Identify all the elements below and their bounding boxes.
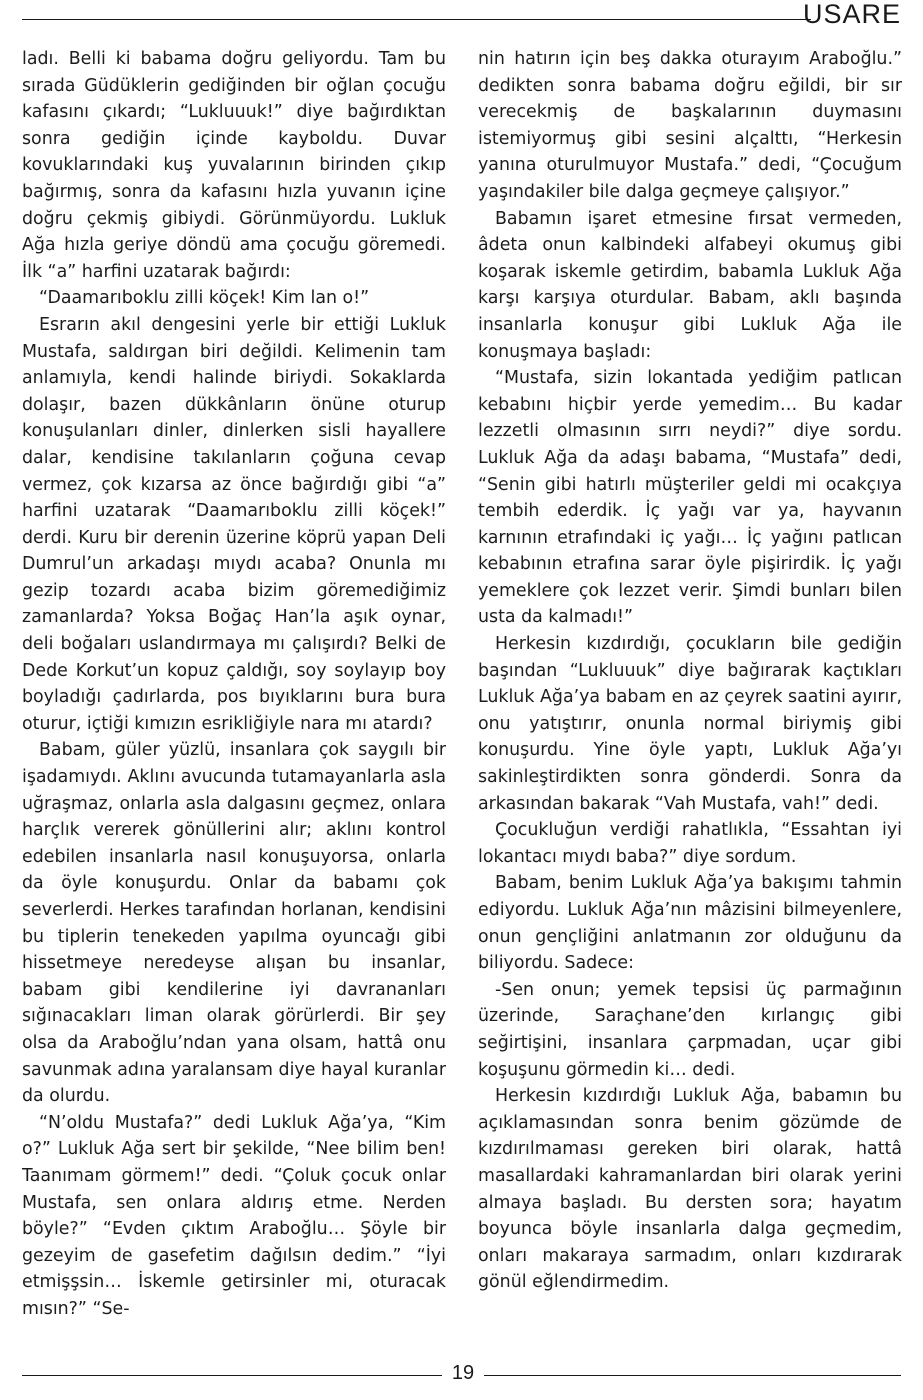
header-rule [22,19,811,20]
paragraph: Herkesin kızdırdığı, çocukların bile gediğin başından “Lukluuuk” diye bağırarak kaçtıkları Lukluk Ağa’ya babam en az çeyrek saatini ayırır, onu yatıştırır, onunla normal biriymiş gibi konuşurdu. Yine öyle yaptı, Lukluk Ağa’yı sakinleştirdikten sonra gönderdi. Sonra da arkasından bakarak “Vah Mustafa, vah!” dedi. [478,634,902,814]
paragraph: Babam, güler yüzlü, insanlara çok saygılı bir işadamıydı. Aklını avucunda tutamayanlarla asla uğraşmaz, onlarla asla dalgasını geçmez, onlara harçlık vererek gönüllerini alır; aklını kontrol edebilen insanlarla nasıl konuşuyorsa, onlarla da öyle konuşurdu. Onlar da babamı çok severlerdi. Herkes tarafından horlanan, kendisini bu tiplerin tenekeden yapılma oyuncağı gibi hissetmeye neredeyse alışan bu insanlar, babam gibi kendilerine iyi davrananları sığınacakları liman olarak görürlerdi. Bir şey olsa da Araboğlu’ndan yana olsam, hattâ onu savunmak adına yaralansam diye hayal kuranlar da olurdu. [22,740,446,1107]
paragraph: Babam, benim Lukluk Ağa’ya bakışımı tahmin ediyordu. Lukluk Ağa’nın mâzisini bilmeyenlere, onun gençliğini anlatmanın zor olduğunu da biliyordu. Sadece: [478,873,902,974]
paragraph: “Mustafa, sizin lokantada yediğim patlıcan kebabını hiçbir yerde yemedim… Bu kadar lezzetli olmasının sırrı neydi?” diye sordu. Lukluk Ağa da adaşı babama, “Mustafa” dedi, “Senin gibi hatırlı müşteriler geldi mi ocakçıya tembih ederdik. İç yağı var ya, hayvanın karnının etrafındaki iç yağı… İç yağını patlıcan kebabının etrafına sarar öyle pişirirdik. İç yağı yemeklere çok lezzet verir. Şimdi bunları bilen usta da kalmadı!” [478,368,902,628]
page-number: 19 [451,1362,475,1384]
paragraph: Babamın işaret etmesine fırsat vermeden, âdeta onun kalbindeki alfabeyi okumuş gibi koşarak iskemle getirdim, babamla Lukluk Ağa karşı karşıya oturdular. Babam, aklı başında insanlarla konuşur gibi Lukluk Ağa ile konuşmaya başladı: [478,208,902,362]
footer-rule-right [484,1375,901,1376]
paragraph: “Daamarıboklu zilli köçek! Kim lan o!” [39,288,370,309]
paragraph: Herkesin kızdırdığı Lukluk Ağa, babamın bu açıklamasından sonra benim gözümde de kızdırılmaması gereken biri olarak, hattâ masallardaki kahramanlardan biri olarak yerini almaya başladı. Bu dersten sora; hayatım boyunca böyle insanlarla dalga geçmedim, onları makaraya sarmadım, onları kızdırarak gönül eğlendirmedim. [478,1086,902,1293]
paragraph: Esrarın akıl dengesini yerle bir ettiği Lukluk Mustafa, saldırgan biri değildi. Kelimenin tam anlamıyla, kendi halinde biriydi. Sokaklarda dolaşır, bazen dükkânların önüne oturup konuşulanları dinler, dinlerken sisli hayallere dalar, kendisine takılanların çoğuna cevap vermez, çok kızarsa az önce bağırdığı gibi “a” harfini uzatarak “Daamarıboklu zilli köçek!” derdi. Kuru bir derenin üzerine köprü yapan Deli Dumrul’un arkadaşı mıydı acaba? Onunla mı gezip tozardı acaba bizim göremediğimiz zamanlarda? Yoksa Boğaç Han’la aşık oynar, deli boğaları uslandırmaya mı çalışırdı? Belki de Dede Korkut’un kopuz çaldığı, soy soylayıp boy boyladığı çadırlarda, pos bıyıklarını bura bura oturur, içtiği kımızın esrikliğiyle nara mı atardı? [22,314,446,734]
paragraph: Çocukluğun verdiği rahatlıkla, “Essahtan iyi lokantacı mıydı baba?” diye sordum. [478,820,902,867]
paragraph: -Sen onun; yemek tepsisi üç parmağının üzerinde, Saraçhane’den kırlangıç gibi seğirtişini, insanlara çarpmadan, uçar gibi koşuşunu görmedin ki… dedi. [478,979,902,1080]
paragraph: nin hatırın için beş dakka oturayım Araboğlu.” dedikten sonra babama doğru eğildi, bir sır verecekmiş de başkalarının duymasını istemiyormuş gibi sesini alçalttı, “Herkesin yanına oturulmuyor Mustafa.” dedi, “Çocuğum yaşındakiler bile dalga geçmeye çalışıyor.” [478,49,902,202]
left-column [22,46,446,1323]
paragraph: ladı. Belli ki babama doğru geliyordu. Tam bu sırada Güdüklerin gediğinden bir oğlan çocuğu kafasını çıkardı; “Lukluuuk!” diye bağırdıktan sonra gediğin içinde kayboldu. Duvar kovuklarındaki kuş yuvalarının birinden çıkıp bağırmış, sonra da kafasını hızla yuvanın içine doğru çekmiş gibiydi. Görünmüyordu. Lukluk Ağa hızla geriye döndü ama çocuğu göremedi. İlk “a” harfini uzatarak bağırdı: [22,49,446,282]
footer-rule-left [22,1375,442,1376]
paragraph: “N’oldu Mustafa?” dedi Lukluk Ağa’ya, “Kim o?” Lukluk Ağa sert bir şekilde, “Nee bilim ben! Taanımam görmem!” dedi. “Çoluk çocuk onlar Mustafa, sen onlara aldırış etme. Nerden böyle?” “Evden çıktım Araboğlu… Şöyle bir gezeyim de gasefetim dağılsın dedim.” “İyi etmişşsin… İskemle getirsinler mi, oturacak mısın?” “Se- [22,1112,446,1319]
running-header: USARE [802,0,901,29]
right-column [478,46,902,1296]
